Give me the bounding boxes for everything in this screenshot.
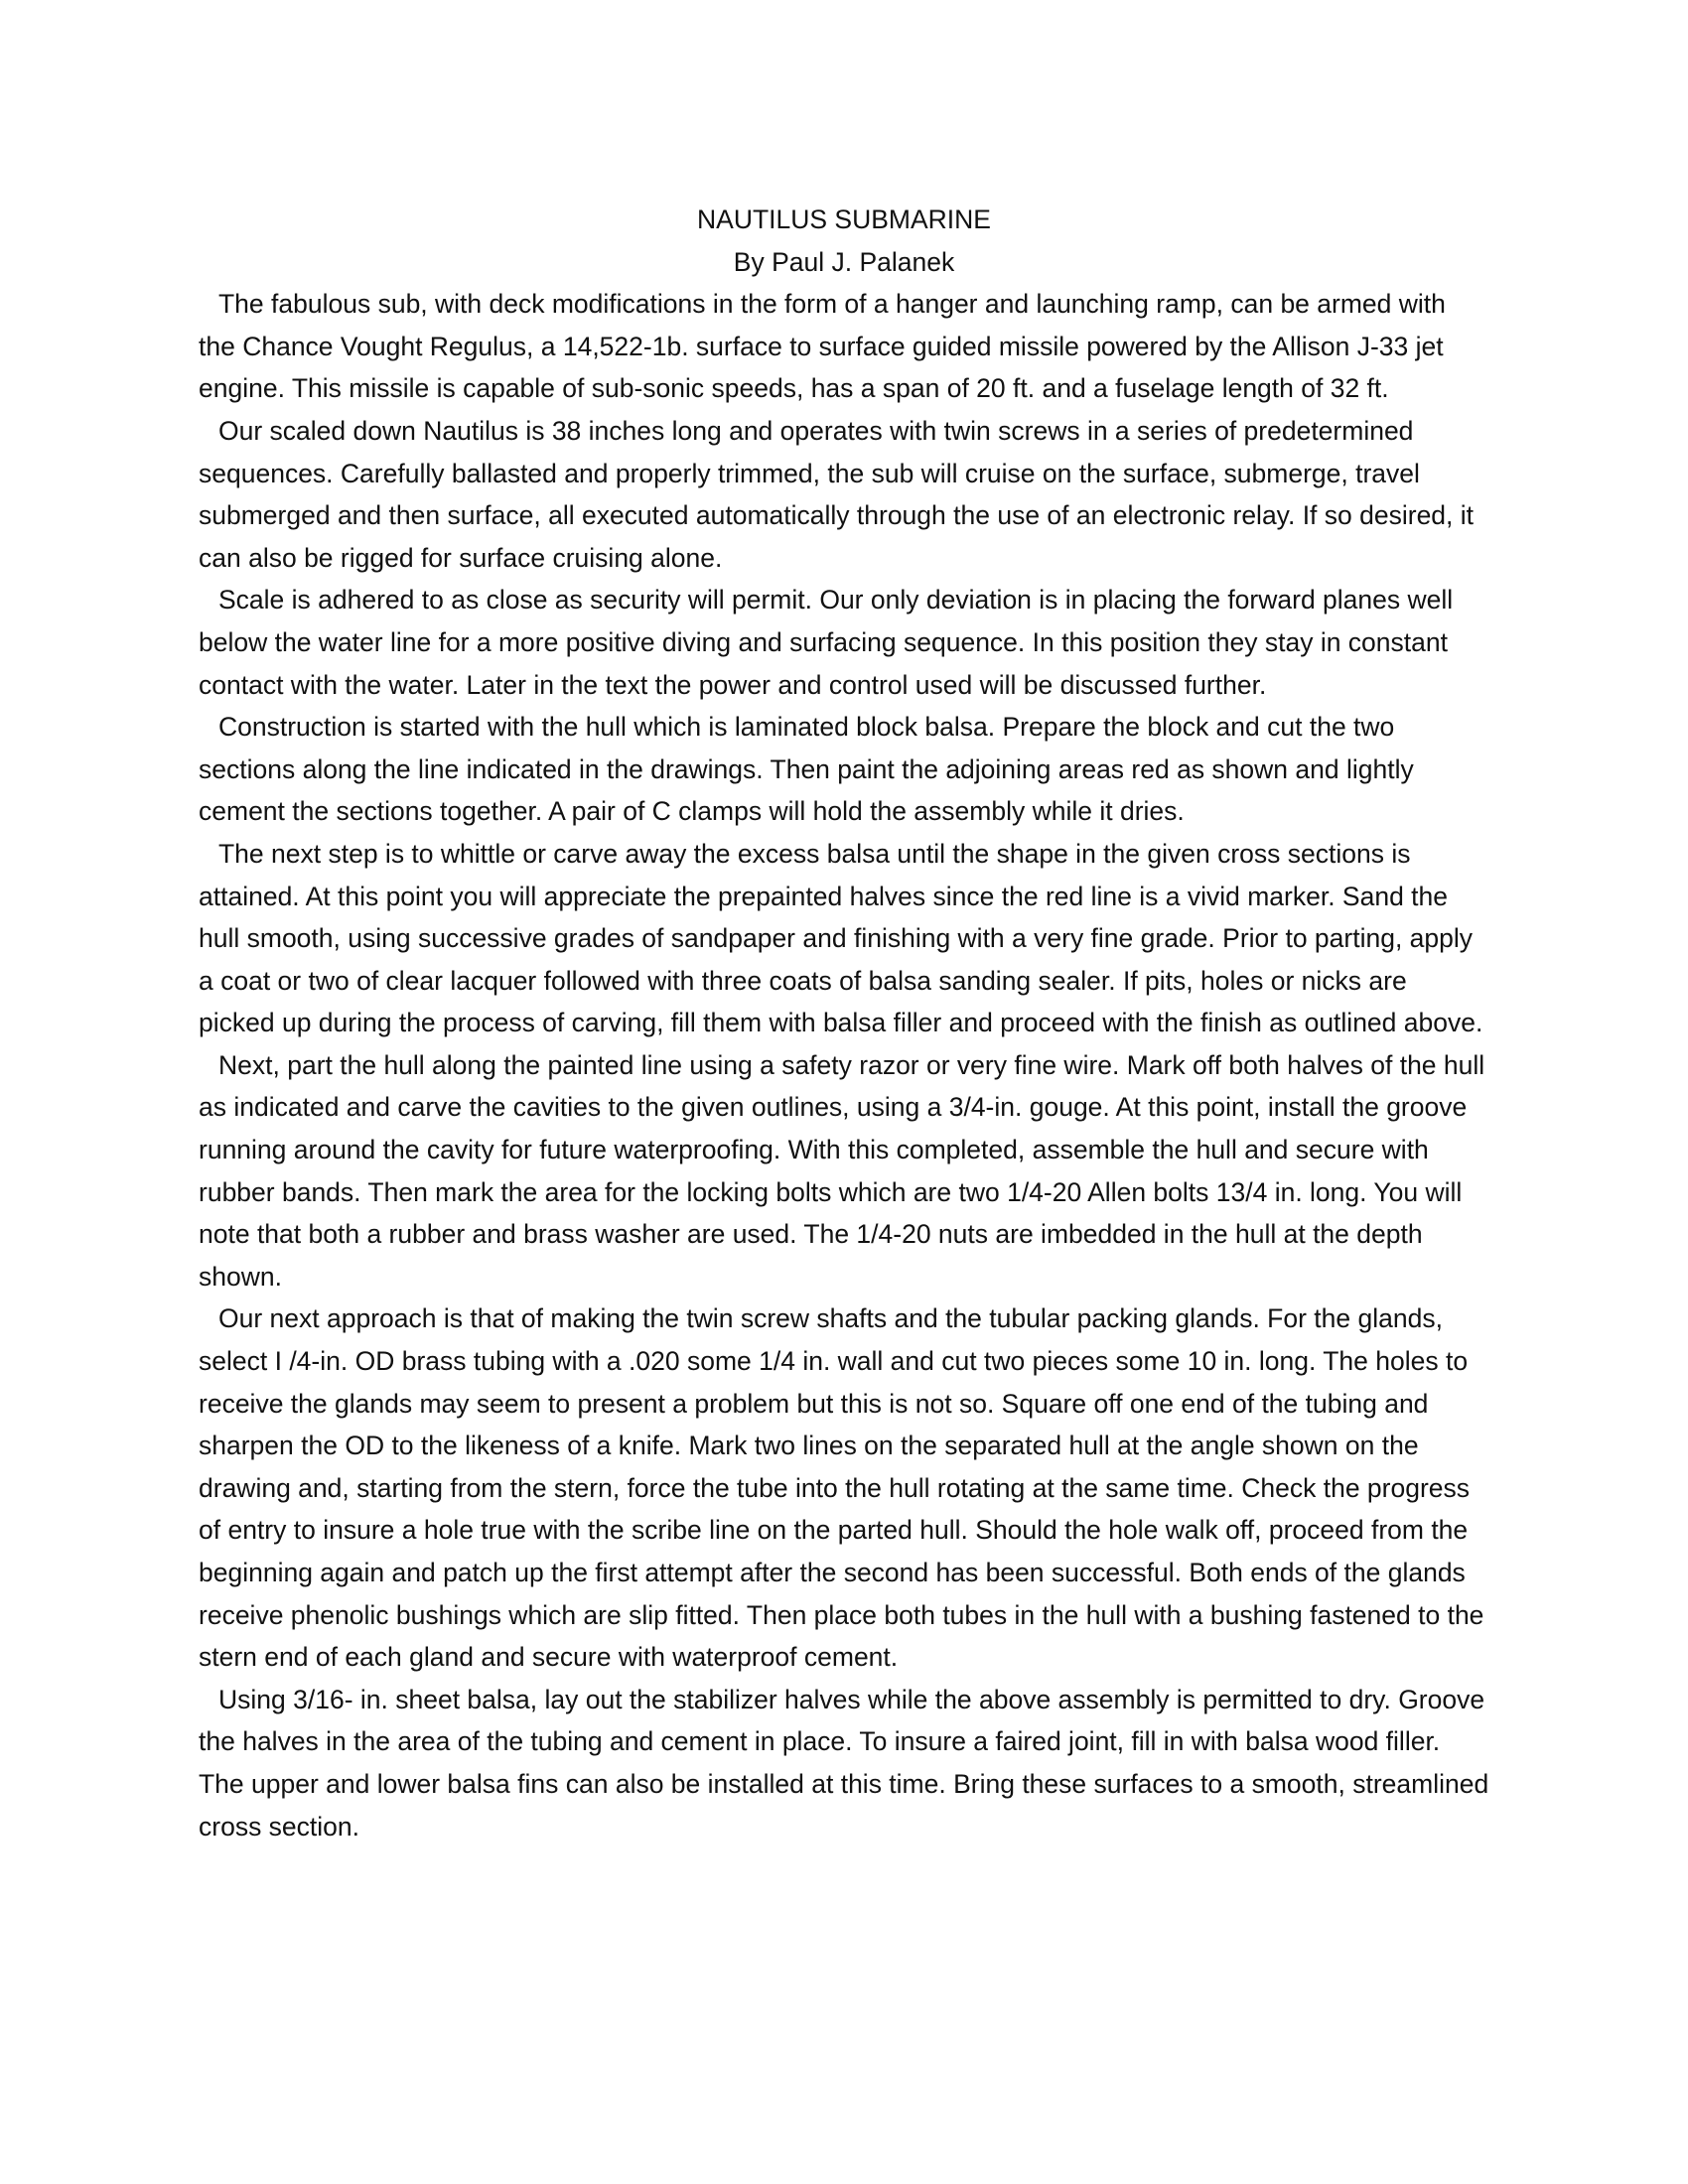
paragraph-6: Next, part the hull along the painted line using a safety razor or very fine wire. Mark off both halves of the hull as indicated and carve the cavities to the given outlines, using a 3/4-in. gouge. At this point, install the groove running around the cavity for future waterproofing. With this completed, assemble the hull and secure with rubber bands. Then mark the area for the locking bolts which are two 1/4-20 Allen bolts 13/4 in. long. You will note that both a rubber and brass washer are used. The 1/4-20 nuts are imbedded in the hull at the depth shown. (199, 1049, 1485, 1292)
paragraph-3: Scale is adhered to as close as security will permit. Our only deviation is in placing the forward planes well below the water line for a more positive diving and surfacing sequence. In this position they stay in constant contact with the water. Later in the text the power and control used will be discussed further. (199, 585, 1454, 700)
paragraph-1: The fabulous sub, with deck modifications in the form of a hanger and launching ramp, can be armed with the Chance Vought Regulus, a 14,522-1b. surface to surface guided missile powered by the Allison J-33 jet engine. This missile is capable of sub-sonic speeds, has a span of 20 ft. and a fuselage length of 32 ft. (199, 289, 1446, 404)
paragraph-2: Our scaled down Nautilus is 38 inches long and operates with twin screws in a series of predetermined sequences. Carefully ballasted and properly trimmed, the sub will cruise on the surface, submerge, travel submerged and then surface, all executed automatically through the use of an electronic relay. If so desired, it can also be rigged for surface cruising alone. (199, 415, 1475, 573)
page-title: NAUTILUS SUBMARINE (697, 205, 991, 234)
paragraph-8: Using 3/16- in. sheet balsa, lay out the stabilizer halves while the above assembly is permitted to dry. Groove the halves in the area of the tubing and cement in place. To insure a faired joint, fill in with balsa wood filler. The upper and lower balsa fins can also be installed at this time. Bring these surfaces to a smooth, streamlined cross section. (199, 1684, 1489, 1842)
article-body (199, 199, 1489, 1847)
paragraph-5: The next step is to whittle or carve away the excess balsa until the shape in the given cross sections is attained. At this point you will appreciate the prepainted halves since the red line is a vivid marker. Sand the hull smooth, using successive grades of sandpaper and finishing with a very fine grade. Prior to parting, apply a coat or two of clear lacquer followed with three coats of balsa sanding sealer. If pits, holes or nicks are picked up during the process of carving, fill them with balsa filler and proceed with the finish as outlined above. (199, 838, 1483, 1038)
paragraph-7: Our next approach is that of making the twin screw shafts and the tubular packing glands. For the glands, select I /4-in. OD brass tubing with a .020 some 1/4 in. wall and cut two pieces some 10 in. long. The holes to receive the glands may seem to present a problem but this is not so. Square off one end of the tubing and sharpen the OD to the likeness of a knife. Mark two lines on the separated hull at the angle shown on the drawing and, starting from the stern, force the tube into the hull rotating at the same time. Check the progress of entry to insure a hole true with the scribe line on the parted hull. Should the hole walk off, proceed from the beginning again and patch up the first attempt after the second has been successful. Both ends of the glands receive phenolic bushings which are slip fitted. Then place both tubes in the hull with a bushing fastened to the stern end of each gland and secure with waterproof cement. (199, 1303, 1484, 1673)
paragraph-4: Construction is started with the hull which is laminated block balsa. Prepare the block and cut the two sections along the line indicated in the drawings. Then paint the adjoining areas red as shown and lightly cement the sections together. A pair of C clamps will hold the assembly while it dries. (199, 712, 1414, 827)
author-byline: By Paul J. Palanek (733, 246, 955, 277)
